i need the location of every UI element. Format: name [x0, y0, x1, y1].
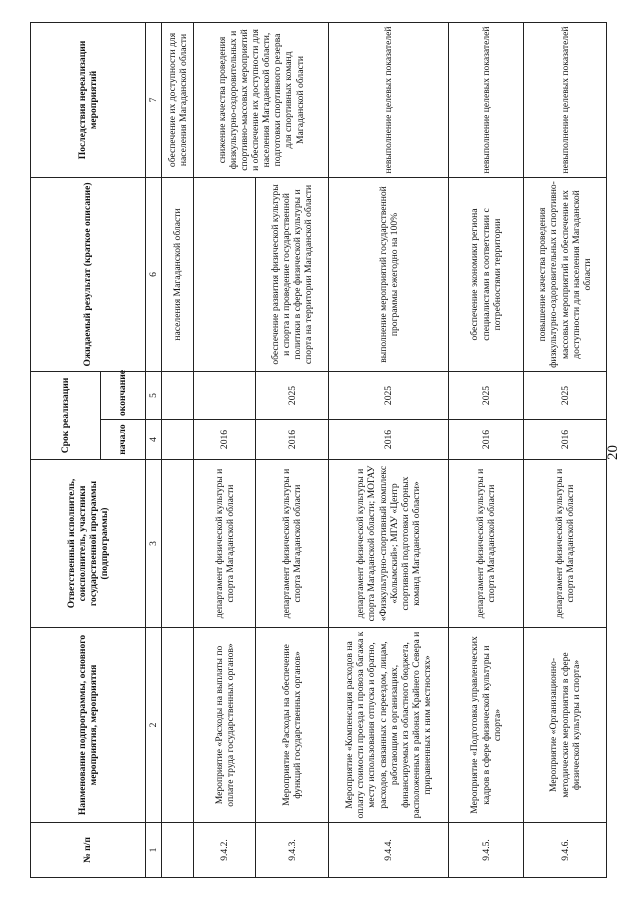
table-row	[449, 22, 524, 877]
header-period: Срок реализации	[31, 371, 101, 459]
row-executor: департамент физической культуры и спорта Магаданской области	[524, 460, 607, 628]
row-result: выполнение мероприятий государственной программы ежегодно на 100%	[329, 177, 449, 371]
row-consequence: невыполнение целевых показателей	[449, 22, 524, 177]
row-end: 2025	[449, 371, 524, 419]
row-consequence: снижение качества проведения физкультурно-оздоровительных и спортивно-массовых мероприятий и обеспечение их доступности для населения Магаданской области, подготовки спортивного резерва для спортивных команд Магаданской области	[194, 22, 329, 177]
row-executor: департамент физической культуры и спорта Магаданской области; МОГАУ «Физкультурно-спортивный комплекс «Колымский»; МГАУ «Центр спортивной подготовки сборных команд Магаданской области»	[329, 460, 449, 628]
row-name: Мероприятие «Подготовка управленческих кадров в сфере физической культуры и спорта»	[449, 628, 524, 823]
row-start: 2016	[329, 420, 449, 460]
header-start: начало	[101, 420, 146, 460]
row-number	[162, 823, 194, 878]
row-end: 2025	[256, 371, 329, 419]
column-number: 2	[146, 628, 162, 823]
table-row	[329, 22, 449, 877]
row-end	[194, 371, 256, 419]
row-end: 2025	[524, 371, 607, 419]
header-consequence: Последствия нереализации мероприятий	[31, 22, 146, 177]
row-result: повышение качества проведения физкультурно-оздоровительных и спортивно-массовых мероприятий и обеспечение их доступности для населения Магаданской области	[524, 177, 607, 371]
row-start: 2016	[449, 420, 524, 460]
row-result: населения Магаданской области	[162, 177, 194, 371]
row-name: Мероприятие «Расходы на выплаты по оплате труда государственных органов»	[194, 628, 256, 823]
row-number: 9.4.3.	[256, 823, 329, 878]
row-number: 9.4.4.	[329, 823, 449, 878]
table-row	[524, 22, 607, 877]
row-name	[162, 628, 194, 823]
row-name: Мероприятие «Расходы на обеспечение функций государственных органов»	[256, 628, 329, 823]
header-row	[31, 22, 101, 877]
column-number: 3	[146, 460, 162, 628]
row-executor: департамент физической культуры и спорта Магаданской области	[449, 460, 524, 628]
column-number: 6	[146, 177, 162, 371]
row-executor: департамент физической культуры и спорта Магаданской области	[194, 460, 256, 628]
page-number-text: 20	[604, 445, 621, 460]
header-result: Ожидаемый результат (краткое описание)	[31, 177, 146, 371]
row-name: Мероприятие «Компенсация расходов на оплату стоимости проезда и провоза багажа к месту использования отпуска и обратно, расходов, связанных с переездом, лицам, работающим в организациях, финансируемых из областного бюджета, расположенных в районах Крайнего Севера и приравненных к ним местностях»	[329, 628, 449, 823]
row-result	[194, 177, 256, 371]
header-executor: Ответственный исполнитель, соисполнитель, участники государственной программы (подпрограммы)	[31, 460, 146, 628]
row-consequence: обеспечение их доступности для населения Магаданской области	[162, 22, 194, 177]
row-start	[162, 420, 194, 460]
row-number: 9.4.2.	[194, 823, 256, 878]
row-consequence: невыполнение целевых показателей	[329, 22, 449, 177]
table-row	[194, 22, 256, 877]
header-end: окончание	[101, 371, 146, 419]
row-end	[162, 371, 194, 419]
table-row	[162, 22, 194, 877]
row-result: обеспечение развития физической культуры и спорта и проведение государственной политики в сфере физической культуры и спорта на территории Магаданской области	[256, 177, 329, 371]
column-number: 7	[146, 22, 162, 177]
row-start: 2016	[524, 420, 607, 460]
column-number-row	[146, 22, 162, 877]
row-start: 2016	[194, 420, 256, 460]
row-result: обеспечение экономики региона специалистами в соответствии с потребностями территории	[449, 177, 524, 371]
row-end: 2025	[329, 371, 449, 419]
row-number: 9.4.6.	[524, 823, 607, 878]
header-name: Наименование подпрограммы, основного мероприятия, мероприятия	[31, 628, 146, 823]
row-executor: департамент физической культуры и спорта Магаданской области	[256, 460, 329, 628]
document-body	[30, 23, 605, 878]
row-executor	[162, 460, 194, 628]
row-number: 9.4.5.	[449, 823, 524, 878]
header-number: № п/п	[31, 823, 146, 878]
row-consequence: невыполнение целевых показателей	[524, 22, 607, 177]
column-number: 5	[146, 371, 162, 419]
column-number: 1	[146, 823, 162, 878]
column-number: 4	[146, 420, 162, 460]
program-table	[30, 22, 607, 878]
row-start: 2016	[256, 420, 329, 460]
row-name: Мероприятие «Организационно-методические мероприятия в сфере физической культуры и спорта»	[524, 628, 607, 823]
